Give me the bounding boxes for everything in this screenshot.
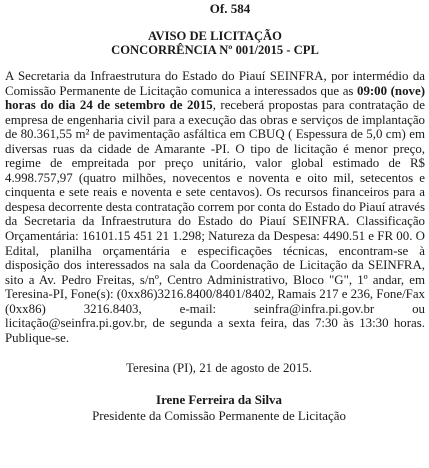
- notice-title: AVISO DE LICITAÇÃO: [148, 29, 282, 43]
- notice-body: [5, 69, 425, 345]
- body-intro: A Secretaria da Infraestrutura do Estado do Piauí SEINFRA, por intermédio da Comissão Permanente de Licitação comunica a interessados que as: [5, 69, 425, 98]
- signer-name: Irene Ferreira da Silva: [156, 393, 282, 408]
- body-highlight-date: 09:00 (nove) horas do dia 24 de setembro de 2015: [5, 83, 425, 113]
- body-main: , receberá propostas para contratação de empresa de engenharia civil para a execução das obras e serviços de implantação de 80.361,55 m² de pavimentação asfáltica em CBUQ ( Espessura de 5,0 cm) em diversas ruas da cidade de Amarante -PI. O tipo de licitação é menor preço, regime de empreitada por preço unitário, valor global estimado de R$ 4.998.757,97 (quatro milhões, novecentos e noventa e oito mil, setecentos e cinquenta e sete reais e noventa e sete centavos). Os recursos financeiros para a despesa decorrente desta contratação correm por conta do Estado do Piauí através da Secretaria da Infraestrutura do Estado do Piauí SEINFRA. Classificação Orçamentária: 16101.15 451 21 1.298; Natureza da Despesa: 4490.51 e FR 00. O Edital, planilha orçamentária e especificações técnicas, encontram-se à disposição dos interessados na sala da Coordenação de Licitação da SEINFRA, sito a Av. Pedro Freitas, s/nº, Centro Administrativo, Bloco "G", 1º andar, em Teresina-PI, Fone(s): (0xx86)3216.8400/8401/8402, Ramais 217 e 236, Fone/Fax (0xx86) 3216.8403, e-mail: seinfra@infra.pi.gov.br ou licitação@seinfra.pi.gov.br, de segunda a sexta feira, das 7:30 às 13:30 horas. Publique-se.: [5, 98, 425, 345]
- office-number: Of. 584: [209, 1, 251, 16]
- signer-role: Presidente da Comissão Permanente de Licitação: [92, 409, 346, 424]
- date-line: Teresina (PI), 21 de agosto de 2015.: [126, 361, 312, 376]
- notice-subtitle: CONCORRÊNCIA Nº 001/2015 - CPL: [111, 43, 319, 57]
